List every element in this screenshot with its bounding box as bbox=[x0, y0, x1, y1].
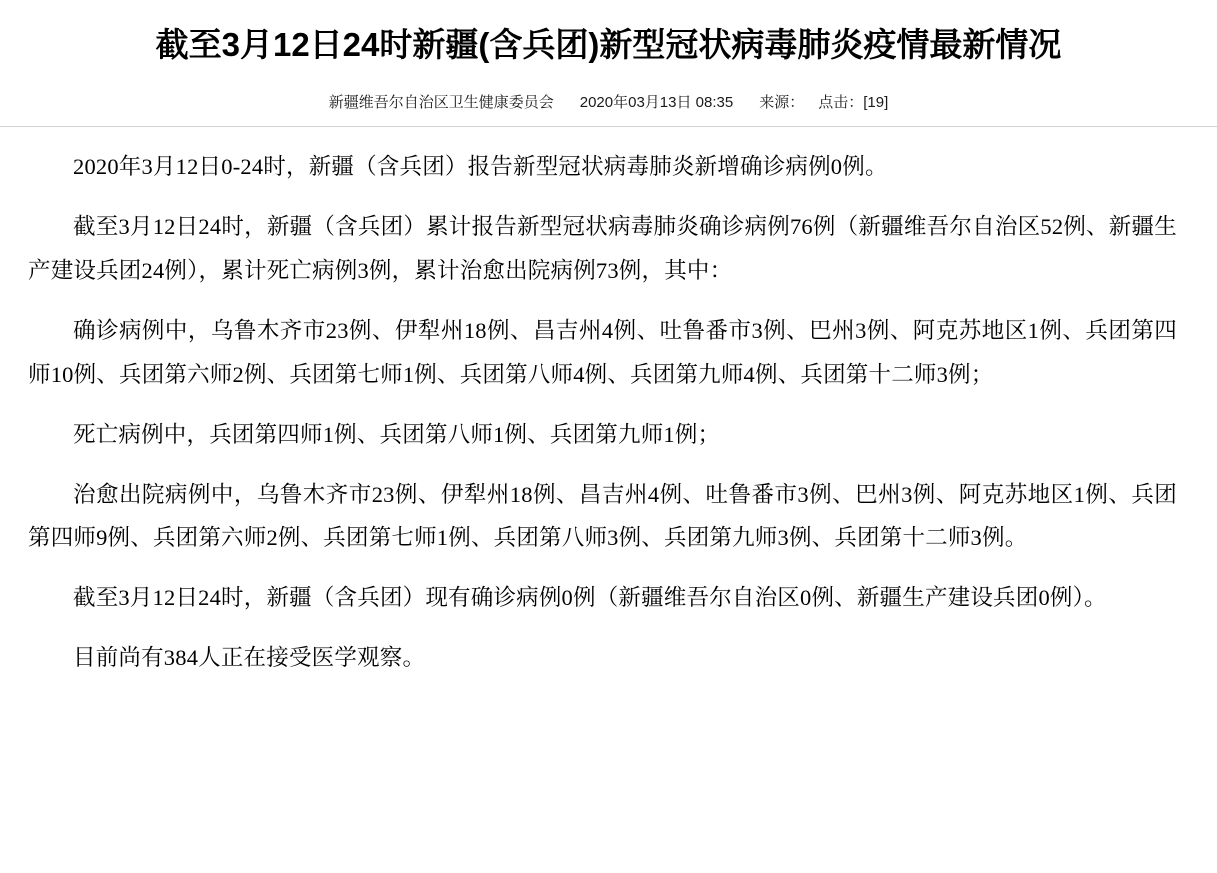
article-paragraph: 死亡病例中，兵团第四师1例、兵团第八师1例、兵团第九师1例； bbox=[73, 421, 721, 447]
article-paragraph: 目前尚有384人正在接受医学观察。 bbox=[73, 645, 426, 671]
meta-from-label: 来源： bbox=[759, 94, 805, 112]
article-header bbox=[0, 0, 1217, 112]
article-body bbox=[0, 127, 1217, 680]
article-paragraph: 截至3月12日24时，新疆（含兵团）累计报告新型冠状病毒肺炎确诊病例76例（新疆维吾尔自治区52例、新疆生产建设兵团24例），累计死亡病例3例，累计治愈出院病例73例，其中： bbox=[28, 214, 1177, 283]
article-meta bbox=[0, 91, 1217, 112]
meta-source-name: 新疆维吾尔自治区卫生健康委员会 bbox=[328, 94, 554, 112]
article-paragraph: 2020年3月12日0-24时，新疆（含兵团）报告新型冠状病毒肺炎新增确诊病例0例。 bbox=[73, 154, 888, 180]
meta-hits: 点击：[19] bbox=[818, 94, 889, 112]
article-paragraph: 治愈出院病例中，乌鲁木齐市23例、伊犁州18例、昌吉州4例、吐鲁番市3例、巴州3例、阿克苏地区1例、兵团第四师9例、兵团第六师2例、兵团第七师1例、兵团第八师3例、兵团第九师3例、兵团第十二师3例。 bbox=[28, 481, 1177, 551]
meta-datetime: 2020年03月13日 08:35 bbox=[579, 94, 734, 112]
article-paragraph: 确诊病例中，乌鲁木齐市23例、伊犁州18例、昌吉州4例、吐鲁番市3例、巴州3例、阿克苏地区1例、兵团第四师10例、兵团第六师2例、兵团第七师1例、兵团第八师4例、兵团第九师4例、兵团第十二师3例； bbox=[28, 317, 1177, 387]
page-title: 截至3月12日24时新疆(含兵团)新型冠状病毒肺炎疫情最新情况 bbox=[155, 26, 1062, 63]
article-paragraph: 截至3月12日24时，新疆（含兵团）现有确诊病例0例（新疆维吾尔自治区0例、新疆生产建设兵团0例）。 bbox=[73, 585, 1107, 611]
